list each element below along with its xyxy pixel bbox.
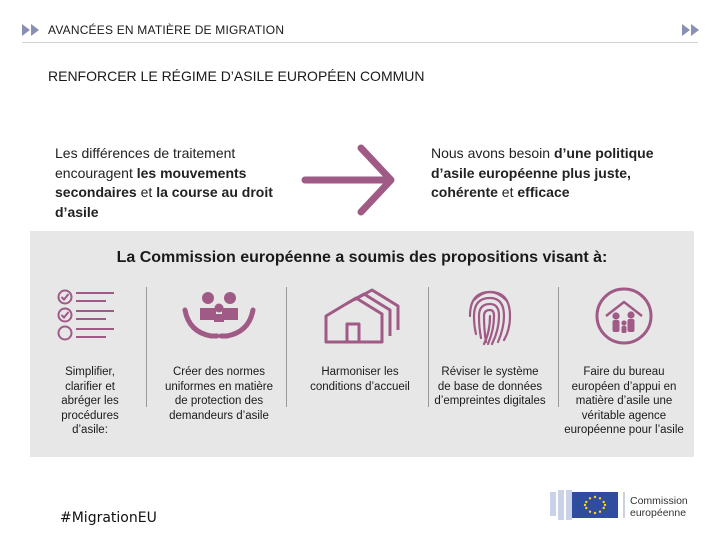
column-divider [428, 287, 429, 407]
proposal-text-4: Réviser le système de base de données d’empreintes digitales [434, 366, 546, 407]
page-title: RENFORCER LE RÉGIME D’ASILE EUROPÉEN COMMUN [48, 68, 425, 84]
header-arrows-left-icon [22, 24, 40, 36]
proposals-panel [30, 231, 694, 457]
right-arrow-icon [297, 140, 401, 220]
protected-family-icon [176, 285, 262, 347]
problem-text-4: la course au droit d’asile [55, 184, 273, 220]
family-circle-icon [586, 285, 662, 347]
logo-text [630, 495, 688, 519]
solution-text-1: Nous avons besoin [431, 145, 554, 161]
problem-statement [55, 144, 295, 222]
hashtag: #MigrationEU [60, 510, 157, 526]
problem-text-2: les mouvements secondaires [55, 164, 247, 200]
proposal-text-3: Harmoniser les conditions d’accueil [310, 366, 410, 393]
proposal-text-5: Faire du bureau européen d’appui en matière d’asile une véritable agence européenne pour l’asile [564, 366, 684, 436]
header-divider [22, 42, 698, 43]
logo-text-line1: Commission [630, 495, 688, 507]
problem-text-1: Les différences de traitement encouragent [55, 145, 236, 181]
column-divider [146, 287, 147, 407]
proposals-title: La Commission européenne a soumis des propositions visant à: [116, 249, 608, 266]
solution-text-3: et [497, 184, 518, 200]
checklist-icon [52, 285, 122, 347]
solution-text-2: d’une politique d’asile européenne plus juste, cohérente [431, 145, 654, 200]
header-arrows-right-icon [682, 24, 700, 36]
header-title: AVANCÉES EN MATIÈRE DE MIGRATION [48, 23, 285, 37]
logo-text-line2: européenne [630, 507, 687, 519]
solution-statement [431, 144, 671, 203]
proposal-text-2: Créer des normes uniformes en matière de protection des demandeurs d’asile [164, 366, 274, 422]
column-divider [286, 287, 287, 407]
houses-icon [314, 285, 408, 347]
solution-text-4: efficace [517, 184, 570, 200]
fingerprint-icon [454, 285, 526, 347]
proposal-text-1: Simplifier, clarifier et abréger les procédures d’asile: [61, 366, 119, 436]
column-divider [558, 287, 559, 407]
problem-text-3: et [136, 184, 157, 200]
